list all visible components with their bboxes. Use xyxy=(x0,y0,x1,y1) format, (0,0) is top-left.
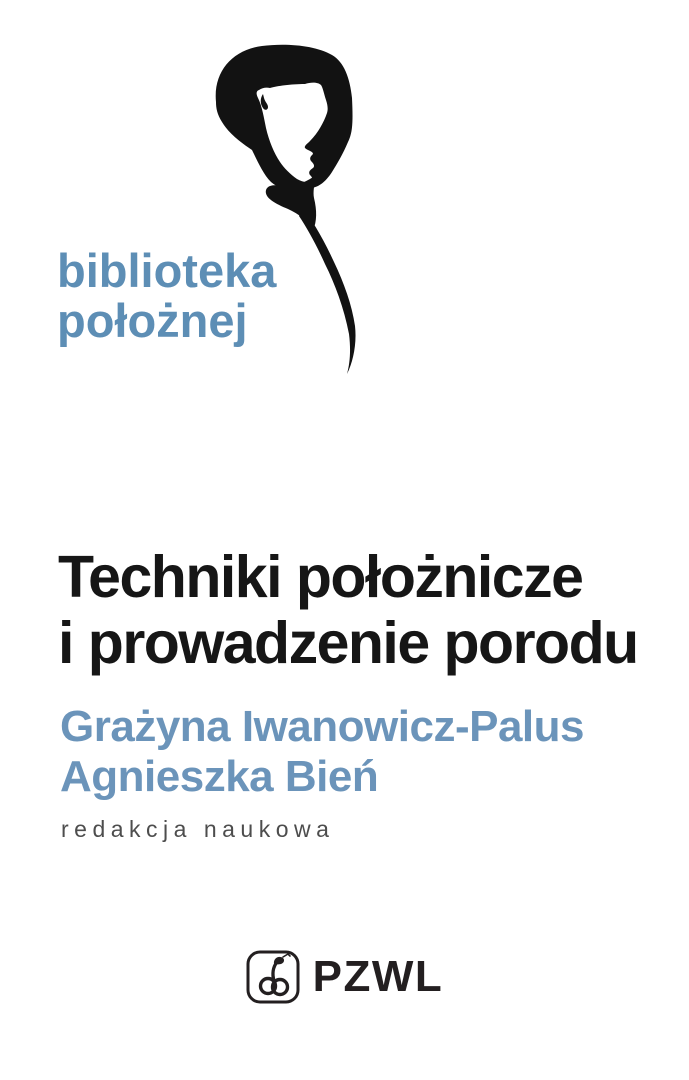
pzwl-snake-icon xyxy=(246,950,300,1004)
series-title-line2: położnej xyxy=(57,294,248,347)
edition-note: redakcja naukowa xyxy=(61,816,335,842)
book-title-line1: Techniki położnicze xyxy=(58,544,583,610)
authors xyxy=(60,702,584,802)
series-title xyxy=(57,246,276,346)
author-1: Grażyna Iwanowicz-Palus xyxy=(60,702,584,751)
publisher-name: PZWL xyxy=(312,952,444,1001)
publisher-logo xyxy=(0,950,689,1004)
book-title-line2: i prowadzenie porodu xyxy=(58,610,638,676)
book-title xyxy=(58,544,638,676)
series-title-line1: biblioteka xyxy=(57,244,277,297)
author-2: Agnieszka Bień xyxy=(60,752,379,801)
